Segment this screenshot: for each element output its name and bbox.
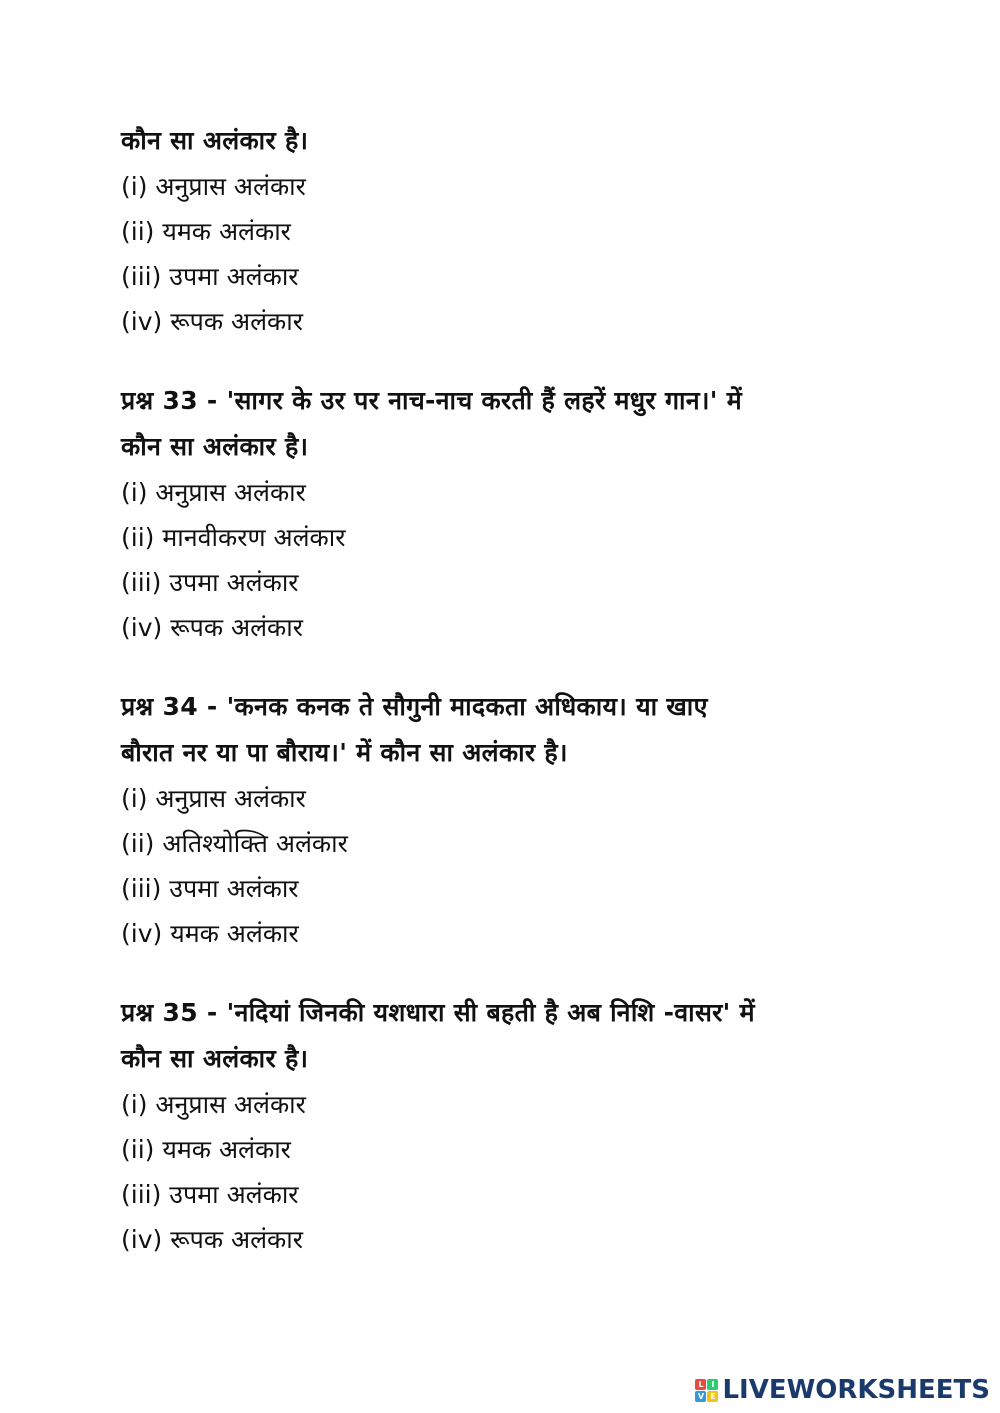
logo-text: LIVEWORKSHEETS — [722, 1375, 990, 1405]
option-3: (iii) उपमा अलंकार — [121, 874, 299, 903]
option-4: (iv) रूपक अलंकार — [121, 307, 303, 336]
question-text: प्रश्न 33 - 'सागर के उर पर नाच-नाच करती हैं लहरें मधुर गान।' में कौन सा अलंकार है। — [121, 386, 742, 461]
option-4: (iv) रूपक अलंकार — [121, 1225, 303, 1254]
option-1: (i) अनुप्रास अलंकार — [121, 1090, 306, 1119]
option-1: (i) अनुप्रास अलंकार — [121, 172, 306, 201]
option-4: (iv) रूपक अलंकार — [121, 613, 303, 642]
worksheet-page — [121, 118, 881, 1262]
question-block-33 — [121, 378, 881, 650]
option-2: (ii) यमक अलंकार — [121, 1135, 291, 1164]
liveworksheets-logo — [695, 1375, 990, 1405]
option-2: (ii) यमक अलंकार — [121, 217, 291, 246]
option-2: (ii) मानवीकरण अलंकार — [121, 523, 346, 552]
option-3: (iii) उपमा अलंकार — [121, 1180, 299, 1209]
logo-mark-icon: L I V E — [695, 1379, 718, 1402]
option-2: (ii) अतिश्योक्ति अलंकार — [121, 829, 348, 858]
question-text: कौन सा अलंकार है। — [121, 126, 309, 155]
option-1: (i) अनुप्रास अलंकार — [121, 478, 306, 507]
question-text: प्रश्न 35 - 'नदियां जिनकी यशधारा सी बहती है अब निशि -वासर' में कौन सा अलंकार है। — [121, 998, 755, 1073]
question-block-34 — [121, 684, 881, 956]
question-text: प्रश्न 34 - 'कनक कनक ते सौगुनी मादकता अधिकाय। या खाए बौरात नर या पा बौराय।' में कौन सा अलंकार है। — [121, 692, 708, 767]
option-3: (iii) उपमा अलंकार — [121, 262, 299, 291]
question-block-35 — [121, 990, 881, 1262]
question-block-1 — [121, 118, 881, 344]
option-3: (iii) उपमा अलंकार — [121, 568, 299, 597]
option-4: (iv) यमक अलंकार — [121, 919, 299, 948]
option-1: (i) अनुप्रास अलंकार — [121, 784, 306, 813]
